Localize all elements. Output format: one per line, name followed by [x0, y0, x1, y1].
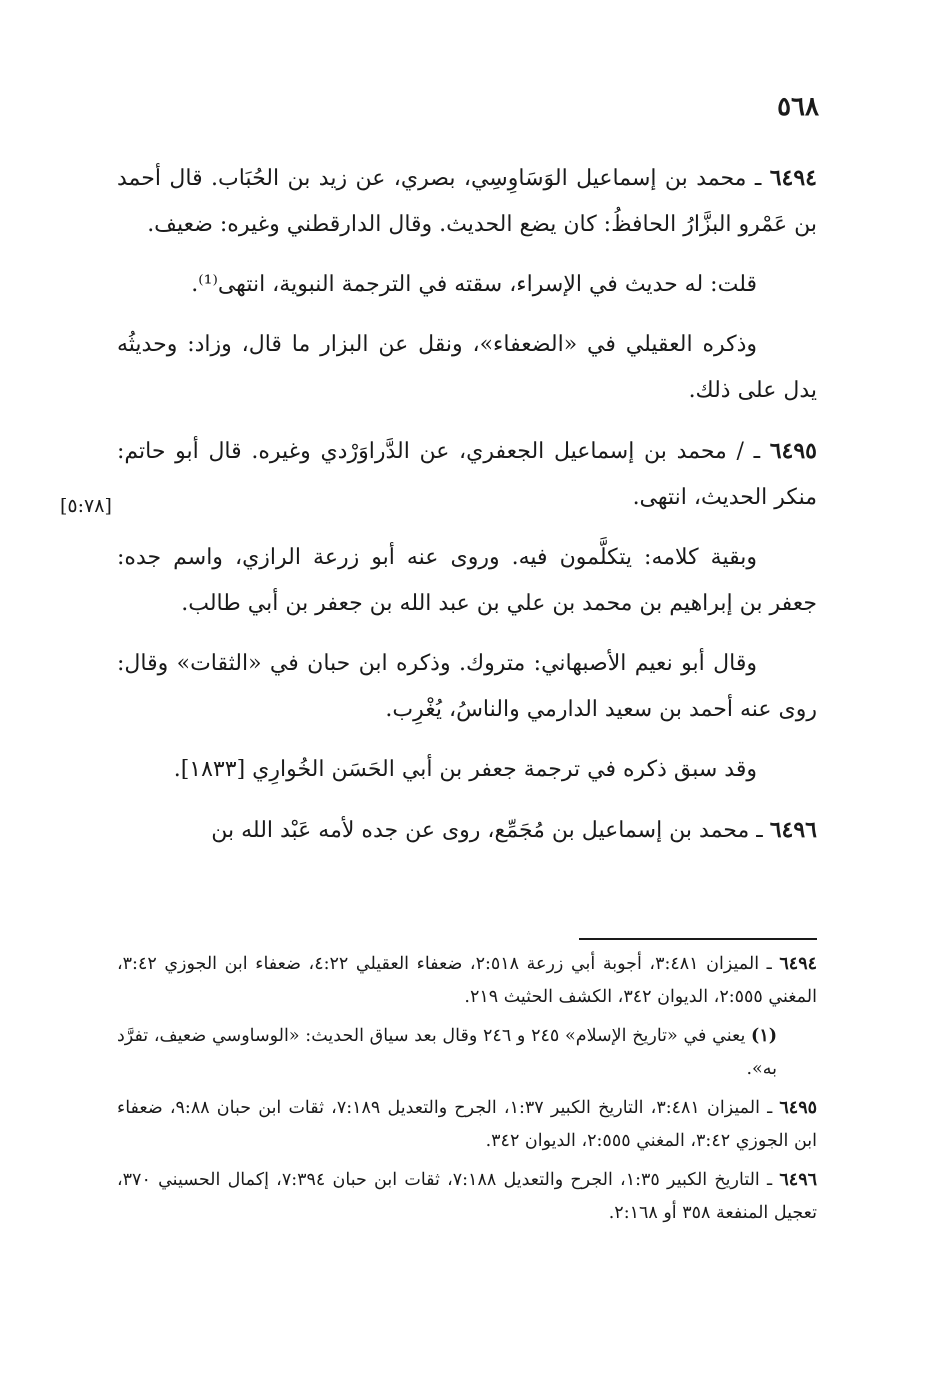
- page-number: ٥٦٨: [777, 92, 819, 122]
- margin-reference: [٥:٧٨]: [60, 495, 112, 517]
- paragraph-text: وذكره العقيلي في «الضعفاء»، ونقل عن البزار ما قال، وزاد: وحديثُه يدل على ذلك.: [117, 332, 817, 403]
- comment-paragraph: [117, 322, 817, 414]
- footnote: [117, 1020, 817, 1086]
- footnote-number: ٦٤٩٥: [779, 1098, 818, 1118]
- comment-paragraph: [117, 641, 817, 733]
- footnote: [117, 1092, 817, 1158]
- footnotes: [117, 948, 817, 1236]
- comment-paragraph: [117, 747, 817, 793]
- entry-paragraph: [117, 428, 817, 521]
- footnote-text: ـ التاريخ الكبير ١:٣٥، الجرح والتعديل ٧:١٨٨، ثقات ابن حبان ٧:٣٩٤، إكمال الحسيني ٣٧٠، تعجيل المنفعة ٣٥٨ أو ٢:١٦٨.: [117, 1170, 817, 1223]
- paragraph-text: وقد سبق ذكره في ترجمة جعفر بن أبي الحَسَن الخُوارِي [١٨٣٣].: [173, 757, 757, 782]
- footnote: [117, 948, 817, 1014]
- main-text: [117, 155, 817, 868]
- footnote-number: ٦٤٩٦: [779, 1170, 817, 1190]
- entry-paragraph: [117, 807, 817, 854]
- paragraph-text: وبقية كلامه: يتكلَّمون فيه. وروى عنه أبو زرعة الرازي، واسم جده: جعفر بن إبراهيم بن محمد بن علي بن عبد الله بن جعفر بن أبي طالب.: [117, 545, 817, 616]
- footnote-text: ـ الميزان ٣:٤٨١، أجوبة أبي زرعة ٢:٥١٨، ضعفاء العقيلي ٤:٢٢، ضعفاء ابن الجوزي ٣:٤٢، المغني ٢:٥٥٥، الديوان ٣٤٢، الكشف الحثيث ٢١٩.: [117, 954, 817, 1007]
- footnote: [117, 1164, 817, 1230]
- paragraph-text: ـ محمد بن إسماعيل بن مُجَمِّع، روى عن جده لأمه عَبْد الله بن: [211, 818, 770, 843]
- comment-paragraph: [117, 535, 817, 627]
- paragraph-text: ـ محمد بن إسماعيل الوَسَاوِسِي، بصري، عن زيد بن الحُبَاب. قال أحمد بن عَمْرو البزَّارُ الحافظُ: كان يضع الحديث. وقال الدارقطني وغيره: ضعيف.: [117, 166, 817, 237]
- footnote-text: ـ الميزان ٣:٤٨١، التاريخ الكبير ١:٣٧، الجرح والتعديل ٧:١٨٩، ثقات ابن حبان ٩:٨٨، ضعفاء ابن الجوزي ٣:٤٢، المغني ٢:٥٥٥، الديوان ٣٤٢.: [117, 1098, 817, 1151]
- paragraph-text: ـ / محمد بن إسماعيل الجعفري، عن الدَّراوَرْدي وغيره. قال أبو حاتم: منكر الحديث، انتهى.: [117, 439, 817, 510]
- comment-paragraph: [117, 262, 817, 308]
- footnote-text: يعني في «تاريخ الإسلام» ٢٤٥ و ٢٤٦ وقال بعد سياق الحديث: «الوساوسي ضعيف، تفرَّد به».: [117, 1026, 777, 1079]
- footnote-separator: [579, 938, 817, 940]
- entry-number: ٦٤٩٦: [769, 817, 817, 843]
- entry-number: ٦٤٩٤: [769, 165, 817, 191]
- paragraph-text: وقال أبو نعيم الأصبهاني: متروك. وذكره ابن حبان في «الثقات» وقال: روى عنه أحمد بن سعيد الدارمي والناسُ، يُغْرِب.: [117, 651, 817, 722]
- entry-paragraph: [117, 155, 817, 248]
- entry-number: ٦٤٩٥: [769, 438, 817, 464]
- footnote-number: (١): [751, 1026, 778, 1046]
- footnote-number: ٦٤٩٤: [779, 954, 818, 974]
- paragraph-text: قلت: له حديث في الإسراء، سقته في الترجمة النبوية، انتهى⁽¹⁾.: [191, 272, 757, 297]
